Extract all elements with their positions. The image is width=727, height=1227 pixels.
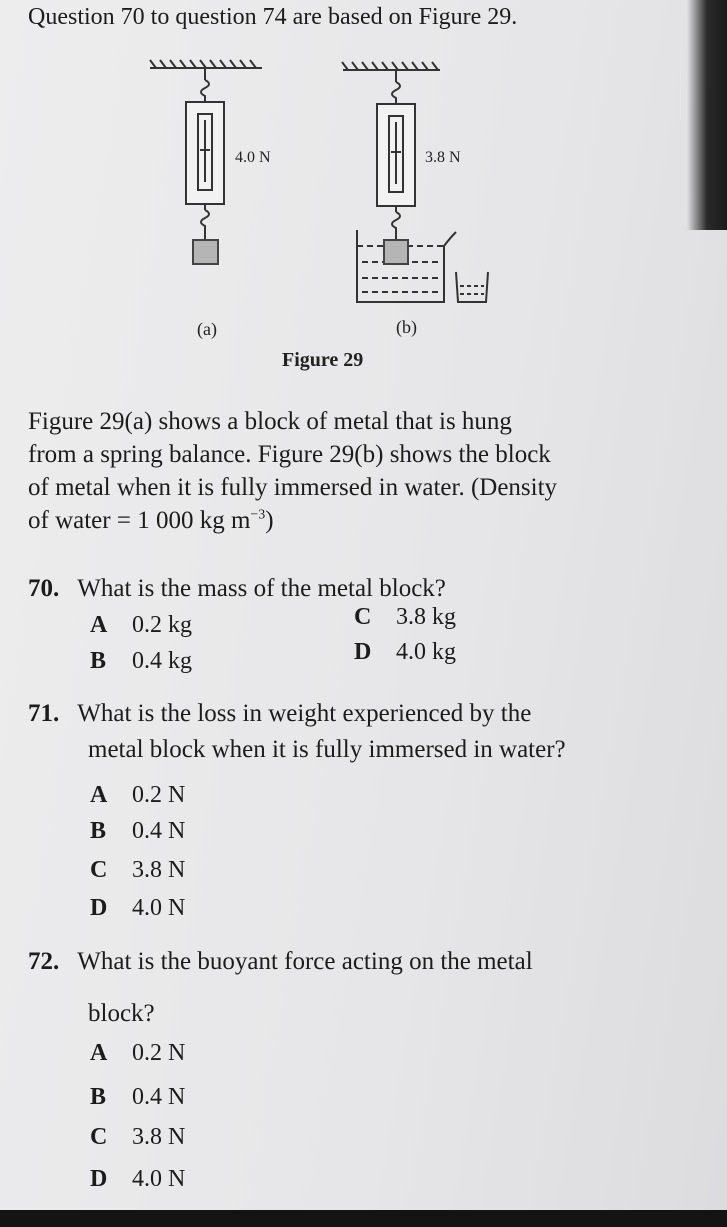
option-value: 0.4 N [132, 818, 186, 844]
option-value: 0.2 N [132, 1040, 186, 1066]
question-number: 71. [28, 700, 60, 727]
option-letter: C [90, 857, 108, 883]
option-72-c[interactable] [90, 1124, 185, 1151]
option-value: 3.8 N [132, 1124, 186, 1150]
option-value: 4.0 N [132, 895, 186, 921]
option-letter: B [90, 1084, 107, 1110]
intro-line-1: Figure 29(a) shows a block of metal that is hung [28, 408, 512, 435]
support-a [150, 60, 262, 68]
option-value: 0.2 kg [132, 612, 192, 638]
question-text-line-2: block? [88, 1000, 155, 1027]
intro-line-4 [28, 507, 274, 535]
intro-line-4-sup: −3 [250, 507, 266, 523]
option-71-d[interactable] [90, 895, 185, 922]
label-a: (a) [197, 319, 217, 339]
question-number: 72. [28, 948, 60, 975]
option-72-d[interactable] [90, 1166, 185, 1193]
option-letter: A [90, 782, 108, 808]
option-71-b[interactable] [90, 818, 185, 845]
beaker-b [357, 230, 456, 302]
option-value: 3.8 kg [396, 604, 456, 630]
option-70-b[interactable] [90, 648, 192, 675]
option-value: 3.8 N [132, 857, 186, 883]
option-70-d[interactable] [354, 639, 456, 666]
intro-line-2: from a spring balance. Figure 29(b) shows the block [28, 441, 551, 468]
overflow-cup [456, 272, 488, 302]
question-72 [28, 948, 533, 976]
option-72-b[interactable] [90, 1084, 185, 1111]
option-71-a[interactable] [90, 782, 185, 809]
intro-line-4-prefix: of water = 1 000 kg m [28, 507, 251, 534]
option-letter: B [90, 648, 107, 674]
question-number: 70. [28, 575, 60, 602]
reading-b: 3.8 N [425, 149, 461, 166]
section-header: Question 70 to question 74 are based on Figure 29. [28, 4, 518, 30]
spring-balance-a [186, 68, 224, 264]
option-value: 0.4 kg [132, 648, 192, 674]
figure-caption: Figure 29 [282, 349, 364, 371]
intro-line-4-suffix: ) [265, 507, 274, 534]
option-letter: A [90, 1040, 108, 1066]
option-value: 4.0 kg [396, 639, 456, 665]
option-71-c[interactable] [90, 857, 185, 884]
bottom-edge [0, 1210, 727, 1227]
option-letter: B [90, 818, 107, 844]
option-value: 4.0 N [132, 1166, 186, 1192]
option-letter: D [354, 639, 372, 665]
spring-balance-b [377, 70, 415, 232]
option-letter: D [90, 1166, 108, 1192]
question-text-line-1: What is the buoyant force acting on the metal [77, 948, 533, 975]
option-70-a[interactable] [90, 612, 192, 639]
reading-a: 4.0 N [235, 149, 271, 166]
option-letter: A [90, 612, 108, 638]
question-text: What is the mass of the metal block? [77, 575, 446, 602]
question-71 [28, 700, 531, 728]
question-text-line-1: What is the loss in weight experienced by the [77, 700, 532, 727]
option-value: 0.2 N [132, 782, 186, 808]
option-letter: C [90, 1124, 108, 1150]
option-72-a[interactable] [90, 1040, 185, 1067]
question-text-line-2: metal block when it is fully immersed in water? [88, 736, 566, 763]
intro-line-3: of metal when it is fully immersed in water. (Density [28, 474, 558, 501]
label-b: (b) [396, 317, 417, 337]
figure-29 [0, 40, 727, 420]
question-70 [28, 575, 446, 603]
support-b [342, 62, 440, 70]
option-letter: D [90, 895, 108, 921]
option-value: 0.4 N [132, 1084, 186, 1110]
option-70-c[interactable] [354, 604, 456, 631]
option-letter: C [354, 604, 372, 630]
